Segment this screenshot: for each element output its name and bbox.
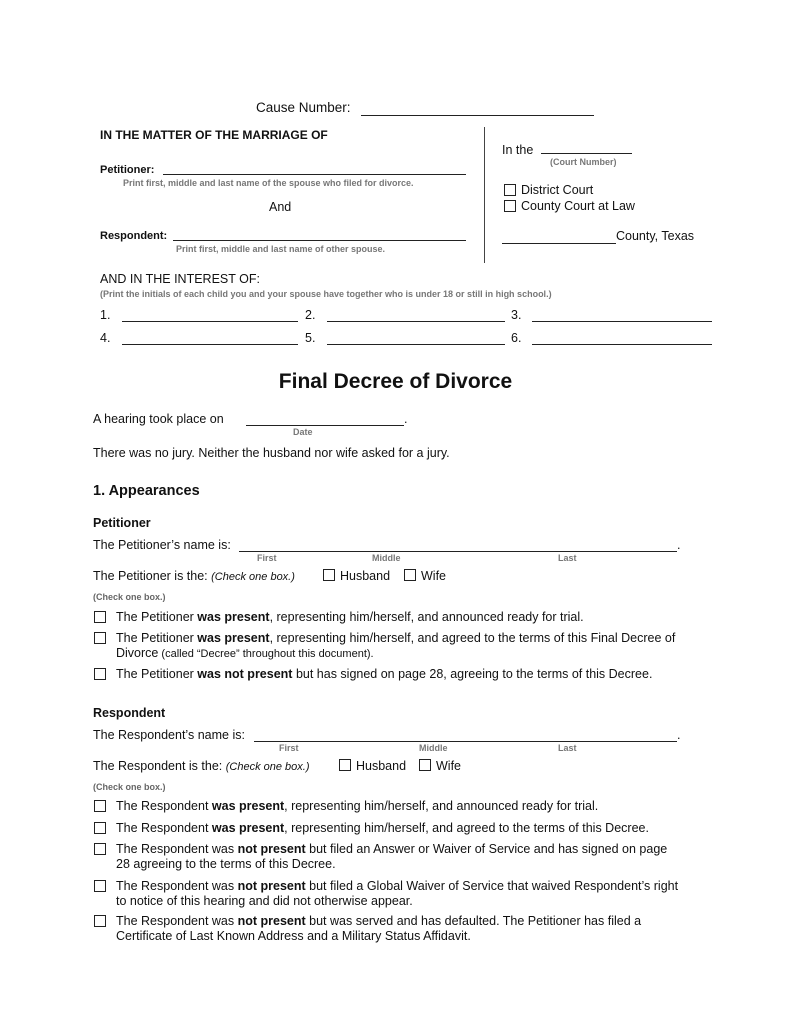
district-court-label: District Court: [521, 183, 594, 197]
matter-title: IN THE MATTER OF THE MARRIAGE OF: [100, 128, 328, 142]
child-initials-field-5[interactable]: [327, 344, 505, 345]
respondent-option-5-text: The Respondent was not present but was served and has defaulted. The Petitioner has filed a: [116, 914, 642, 928]
child-initials-field-2[interactable]: [327, 321, 505, 322]
respondent-middle-hint: Middle: [419, 743, 448, 753]
respondent-label: Respondent:: [100, 230, 168, 242]
respondent-is-the-label: The Respondent is the:: [93, 759, 223, 773]
child-initials-field-3[interactable]: [532, 321, 712, 322]
respondent-hint: Print first, middle and last name of other spouse.: [176, 244, 386, 254]
respondent-option-4-text: The Respondent was not present but filed a Global Waiver of Service that waived Respondent’s right: [116, 879, 679, 893]
respondent-option-1-text: The Respondent was present, representing him/herself, and announced ready for trial.: [116, 799, 599, 813]
petitioner-wife-label: Wife: [421, 569, 446, 583]
petitioner-name-label: The Petitioner’s name is:: [93, 538, 231, 552]
respondent-husband-checkbox[interactable]: [339, 759, 351, 771]
respondent-name-label: The Respondent’s name is:: [93, 728, 245, 742]
interest-title: AND IN THE INTEREST OF:: [100, 272, 260, 286]
petitioner-husband-label: Husband: [340, 569, 391, 583]
petitioner-option-2-text-line2: Divorce (called “Decree” throughout this document).: [116, 646, 374, 660]
petitioner-wife-checkbox[interactable]: [404, 569, 416, 581]
petitioner-option-1-text: The Petitioner was present, representing him/herself, and announced ready for trial.: [116, 610, 584, 624]
respondent-option-2-text: The Respondent was present, representing him/herself, and agreed to the terms of this Decree.: [116, 821, 649, 835]
and-text: And: [269, 200, 292, 214]
district-court-checkbox[interactable]: [504, 184, 516, 196]
respondent-option-5-text-line2: Certificate of Last Known Address and a Military Status Affidavit.: [116, 929, 471, 943]
child-number-4: 4.: [100, 331, 111, 345]
petitioner-option-2-text: The Petitioner was present, representing him/herself, and agreed to the terms of this Final Decree of: [116, 631, 676, 645]
hearing-suffix: .: [404, 412, 408, 426]
petitioner-check-one-inline: (Check one box.): [211, 571, 295, 583]
petitioner-hint: Print first, middle and last name of the spouse who filed for divorce.: [123, 178, 414, 188]
child-initials-field-1[interactable]: [122, 321, 298, 322]
petitioner-option-1-checkbox[interactable]: [94, 611, 106, 623]
petitioner-option-2-checkbox[interactable]: [94, 632, 106, 644]
decree-title: Final Decree of Divorce: [278, 370, 513, 393]
court-number-field[interactable]: [541, 153, 632, 154]
cause-number-label: Cause Number:: [256, 100, 351, 115]
child-number-6: 6.: [511, 331, 522, 345]
respondent-option-5-checkbox[interactable]: [94, 915, 106, 927]
child-number-3: 3.: [511, 308, 522, 322]
hearing-date-field[interactable]: [246, 425, 404, 426]
child-number-5: 5.: [305, 331, 316, 345]
respondent-option-3-checkbox[interactable]: [94, 843, 106, 855]
respondent-name-field[interactable]: [173, 240, 466, 241]
respondent-subheading: Respondent: [93, 706, 166, 720]
caption-divider: [484, 127, 485, 263]
interest-hint: (Print the initials of each child you and your spouse have together who is under 18 or still in high school.): [100, 289, 552, 299]
petitioner-first-hint: First: [257, 553, 277, 563]
child-number-2: 2.: [305, 308, 316, 322]
petitioner-option-3-text: The Petitioner was not present but has signed on page 28, agreeing to the terms of this Decree.: [116, 667, 653, 681]
respondent-option-2-checkbox[interactable]: [94, 822, 106, 834]
petitioner-full-name-field[interactable]: [239, 551, 677, 552]
county-field[interactable]: [502, 243, 616, 244]
respondent-option-3-text-line2: 28 agreeing to the terms of this Decree.: [116, 857, 336, 871]
respondent-wife-checkbox[interactable]: [419, 759, 431, 771]
respondent-husband-label: Husband: [356, 759, 407, 773]
county-court-label: County Court at Law: [521, 199, 635, 213]
respondent-first-hint: First: [279, 743, 299, 753]
child-number-1: 1.: [100, 308, 111, 322]
in-the-label: In the: [502, 143, 534, 157]
court-number-hint: (Court Number): [550, 157, 617, 167]
county-texas-label: County, Texas: [616, 229, 695, 243]
hearing-date-hint: Date: [293, 427, 313, 437]
child-initials-field-4[interactable]: [122, 344, 298, 345]
appearances-heading: 1. Appearances: [93, 483, 200, 499]
respondent-option-4-checkbox[interactable]: [94, 880, 106, 892]
respondent-full-name-field[interactable]: [254, 741, 677, 742]
petitioner-middle-hint: Middle: [372, 553, 401, 563]
no-jury-text: There was no jury. Neither the husband nor wife asked for a jury.: [93, 446, 450, 460]
petitioner-last-hint: Last: [558, 553, 577, 563]
respondent-option-1-checkbox[interactable]: [94, 800, 106, 812]
hearing-prefix: A hearing took place on: [93, 412, 224, 426]
respondent-last-hint: Last: [558, 743, 577, 753]
petitioner-option-3-checkbox[interactable]: [94, 668, 106, 680]
petitioner-name-end: .: [677, 538, 681, 552]
petitioner-name-field[interactable]: [163, 174, 466, 175]
respondent-name-end: .: [677, 728, 681, 742]
petitioner-is-the-row: [93, 569, 295, 583]
respondent-option-4-text-line2: to notice of this hearing and did not otherwise appear.: [116, 894, 413, 908]
petitioner-is-the-label: The Petitioner is the:: [93, 569, 208, 583]
petitioner-husband-checkbox[interactable]: [323, 569, 335, 581]
cause-number-field[interactable]: [361, 115, 594, 116]
respondent-check-one: (Check one box.): [93, 782, 166, 792]
petitioner-check-one: (Check one box.): [93, 592, 166, 602]
child-initials-field-6[interactable]: [532, 344, 712, 345]
respondent-wife-label: Wife: [436, 759, 461, 773]
respondent-option-3-text: The Respondent was not present but filed an Answer or Waiver of Service and has signed on page: [116, 842, 668, 856]
county-court-checkbox[interactable]: [504, 200, 516, 212]
respondent-check-one-inline: (Check one box.): [225, 761, 310, 773]
petitioner-subheading: Petitioner: [93, 516, 151, 530]
petitioner-label: Petitioner:: [100, 164, 155, 176]
respondent-is-the-row: [93, 759, 310, 773]
